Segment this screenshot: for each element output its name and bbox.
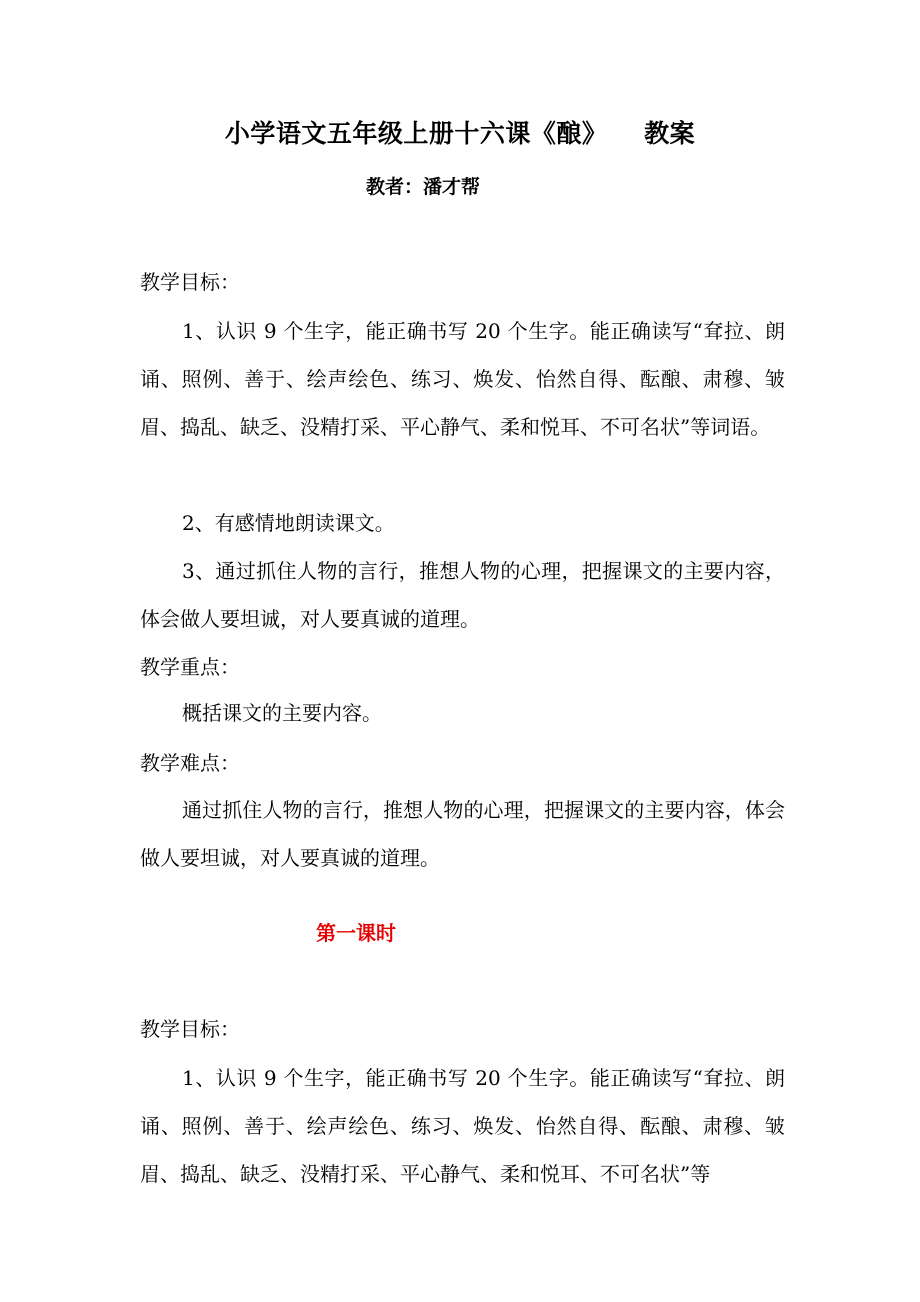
goal-3-paragraph: 3、通过抓住人物的言行，推想人物的心理，把握课文的主要内容，体会做人要坦诚，对人要真诚的道理。 bbox=[140, 559, 785, 631]
goals-heading: 教学目标： bbox=[140, 270, 240, 294]
lesson-one-goal-1-paragraph: 1、认识 9 个生字，能正确书写 20 个生字。能正确读写“耷拉、朗诵、照例、善于、绘声绘色、练习、焕发、怡然自得、酝酿、肃穆、皱眉、捣乱、缺乏、没精打采、平心静气、柔和悦耳、不可名状”等 bbox=[140, 1066, 785, 1186]
document-title: 小学语文五年级上册十六课《酿》 教案 bbox=[224, 119, 696, 148]
difficulty-heading: 教学难点： bbox=[140, 751, 240, 775]
goal-2-paragraph: 2、有感情地朗读课文。 bbox=[182, 511, 395, 535]
lesson-one-heading: 第一课时 bbox=[316, 921, 396, 945]
lesson-one-goals-heading: 教学目标： bbox=[140, 1017, 240, 1041]
goal-1-paragraph: 1、认识 9 个生字，能正确书写 20 个生字。能正确读写“耷拉、朗诵、照例、善于、绘声绘色、练习、焕发、怡然自得、酝酿、肃穆、皱眉、捣乱、缺乏、没精打采、平心静气、柔和悦耳、不可名状”等词语。 bbox=[140, 319, 785, 439]
key-points-text: 概括课文的主要内容。 bbox=[182, 701, 382, 725]
author-line: 教者：潘才帮 bbox=[366, 176, 481, 198]
difficulty-text: 通过抓住人物的言行，推想人物的心理，把握课文的主要内容，体会做人要坦诚，对人要真诚的道理。 bbox=[140, 798, 785, 870]
key-points-heading: 教学重点： bbox=[140, 655, 240, 679]
